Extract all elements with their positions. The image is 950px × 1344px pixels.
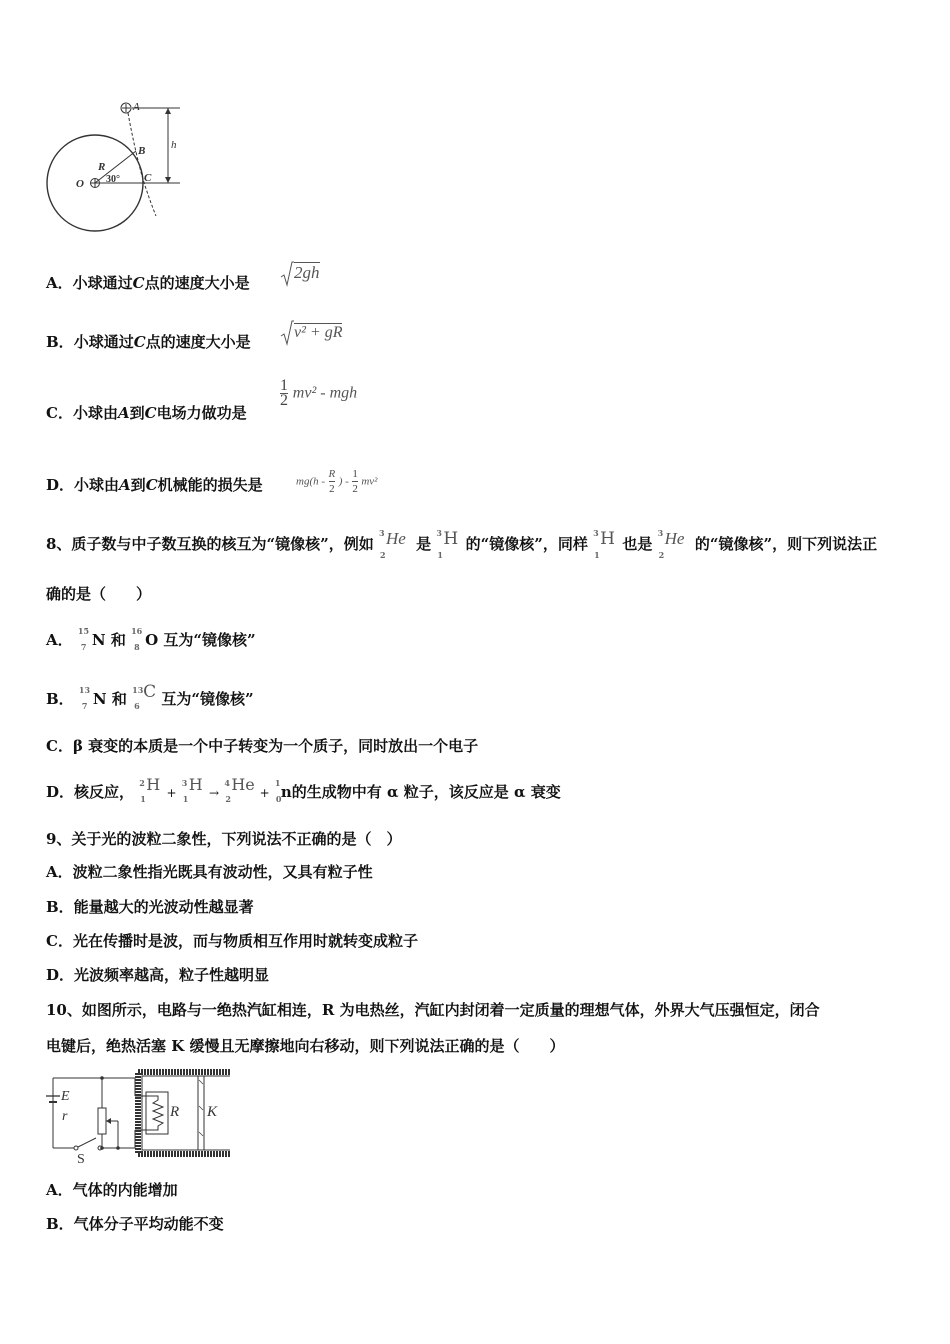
q9-option-a: A．波粒二象性指光既具有波动性，又具有粒子性 bbox=[46, 863, 373, 881]
label-r-internal: r bbox=[62, 1109, 68, 1124]
q7-option-a: A．小球通过C点的速度大小是 2gh bbox=[46, 263, 320, 292]
sqrt-sign bbox=[280, 261, 294, 287]
label-k: K bbox=[207, 1104, 218, 1120]
q10-stem-line1: 10、如图所示，电路与一绝热汽缸相连，R 为电热丝，汽缸内封闭着一定质量的理想气体，外界大气压强恒定，闭合 bbox=[46, 1001, 820, 1019]
label-b: B bbox=[138, 145, 146, 157]
label-a: A bbox=[133, 101, 140, 113]
q9-stem: 9、关于光的波粒二象性，下列说法不正确的是（ ） bbox=[46, 830, 402, 848]
isotope-he3-2: 3 2 He bbox=[657, 528, 685, 560]
isotope-n13-numbers: 13 7 bbox=[78, 685, 91, 711]
label-o: O bbox=[76, 178, 84, 190]
q9-option-b: B．能量越大的光波动性越显著 bbox=[46, 898, 254, 916]
label-resistor-r: R bbox=[170, 1104, 180, 1120]
isotope-h2: 2 1 H bbox=[139, 775, 161, 804]
isotope-h3-reaction: 3 1 H bbox=[181, 775, 203, 804]
isotope-c13: 13 6 C bbox=[132, 682, 157, 711]
isotope-o16-numbers: 16 8 bbox=[131, 626, 143, 652]
circle-field-figure bbox=[40, 96, 190, 236]
switch-lever bbox=[76, 1138, 96, 1148]
q9-option-d: D．光波频率越高，粒子性越明显 bbox=[46, 966, 270, 984]
circuit-cylinder-figure bbox=[40, 1066, 240, 1166]
isotope-n1-numbers: 1 0 bbox=[274, 778, 282, 804]
q8-stem-line1: 8、质子数与中子数互换的核互为“镜像核”，例如 3 2 He 是 3 1 H 的“镜像核”，同样 3 1 H 也是 3 2 He 的“镜像核”，则下列说法正 bbox=[46, 528, 878, 560]
heating-wire bbox=[148, 1096, 163, 1130]
q8-option-b: B． 13 7 N 和 13 6 C 互为“镜像核” bbox=[46, 682, 254, 711]
q7-option-d: D．小球由A到C机械能的损失是 mg(h - $\frac{R}{2}$ ) - $\frac{1}{2}$ mv² bbox=[46, 468, 378, 495]
isotope-he3: 3 2 He bbox=[378, 528, 406, 560]
isotope-he4: 4 2 He bbox=[224, 775, 255, 804]
work-expression: $\frac{1}{2}$ mv² - mgh bbox=[280, 377, 358, 409]
q8-option-d: D．核反应， 2 1 H + 3 1 H → 4 2 He + 1 0 n的生成物中有 α 粒子，该反应是 α 衰变 bbox=[46, 775, 561, 804]
q7-option-b: B．小球通过C点的速度大小是 v² + gR bbox=[46, 332, 251, 352]
rheostat bbox=[98, 1108, 106, 1134]
sqrt-v2-gr: v² + gR bbox=[280, 320, 342, 346]
q8-stem-line2: 确的是（ ） bbox=[46, 585, 152, 603]
piston-k bbox=[198, 1076, 204, 1150]
q10-stem-line2: 电键后，绝热活塞 K 缓慢且无摩擦地向右移动，则下列说法正确的是（ ） bbox=[46, 1037, 565, 1055]
q8-option-c: C．β 衰变的本质是一个中子转变为一个质子，同时放出一个电子 bbox=[46, 737, 479, 755]
q7-option-c: C．小球由A到C电场力做功是 $\frac{1}{2}$ mv² - mgh bbox=[46, 377, 358, 422]
label-s: S bbox=[77, 1152, 85, 1166]
arrow-icon: → bbox=[209, 786, 220, 800]
sqrt-sign bbox=[280, 320, 294, 346]
label-c: C bbox=[144, 172, 152, 184]
energy-loss-expression: mg(h - $\frac{R}{2}$ ) - $\frac{1}{2}$ mv² bbox=[296, 468, 378, 495]
label-e: E bbox=[61, 1089, 70, 1104]
isotope-h3-2: 3 1 H bbox=[593, 528, 615, 560]
q8-option-a: A． 15 7 N 和 16 8 O 互为“镜像核” bbox=[46, 626, 256, 652]
q10-option-b: B．气体分子平均动能不变 bbox=[46, 1215, 224, 1233]
fraction-half: $\frac{1}{2}$ bbox=[280, 377, 288, 409]
q9-option-c: C．光在传播时是波，而与物质相互作用时就转变成粒子 bbox=[46, 932, 418, 950]
label-h: h bbox=[171, 139, 177, 151]
isotope-h3: 3 1 H bbox=[436, 528, 459, 560]
label-angle: 30° bbox=[106, 174, 120, 185]
trajectory-dashed bbox=[128, 113, 156, 216]
label-r: R bbox=[98, 161, 106, 173]
sqrt-2gh: 2gh bbox=[280, 261, 320, 287]
q10-option-a: A．气体的内能增加 bbox=[46, 1181, 178, 1199]
isotope-n15-numbers: 15 7 bbox=[77, 626, 90, 652]
